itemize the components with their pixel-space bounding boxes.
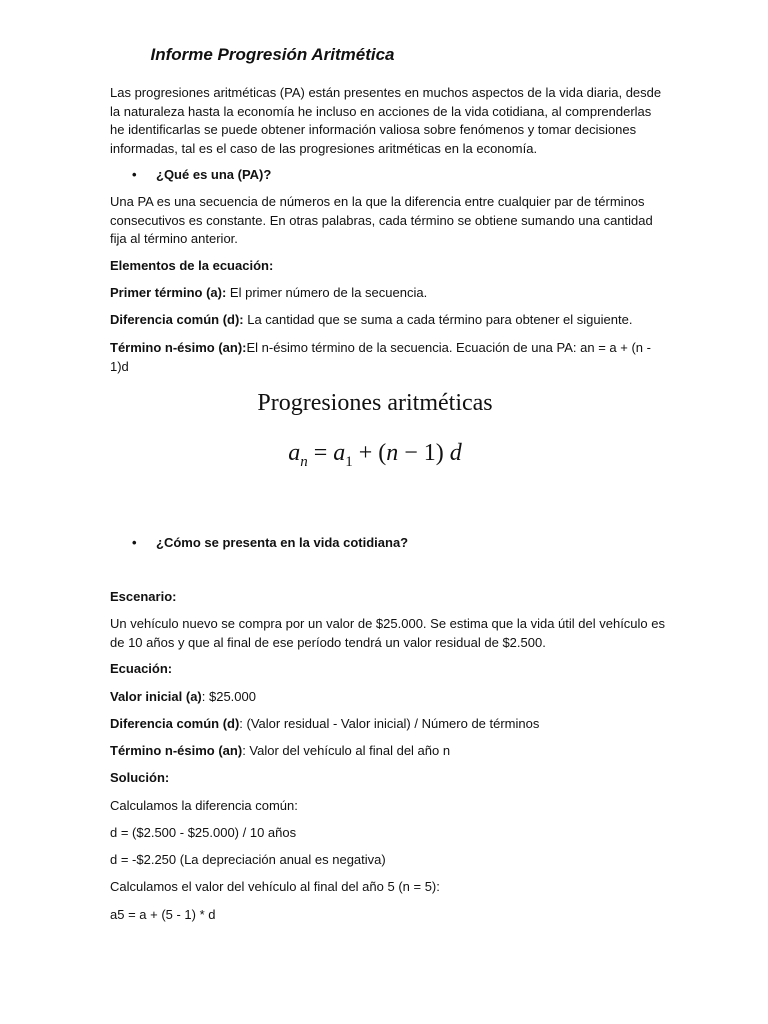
intro-paragraph: Las progresiones aritméticas (PA) están presentes en muchos aspectos de la vida diaria, desde la naturaleza hasta la economía he incluso en acciones de la vida cotidiana, al comprenderlas he identificarlas se puede obtener información valiosa sobre fenómenos y tomar decisiones informadas, tal es el caso de las progresiones aritméticas en la economía. (110, 85, 662, 156)
term-label: Diferencia común (d): (110, 312, 244, 327)
formula-equation: $a_n = a_1 + (n - 1)$ d (288, 440, 462, 470)
common-difference-line: Diferencia común (d): (Valor residual - Valor inicial) / Número de términos (110, 716, 540, 731)
term-label: Valor inicial (a) (110, 689, 202, 704)
equation-heading: Ecuación: (110, 661, 173, 676)
scenario-heading: Escenario: (110, 589, 177, 604)
element-nth-term: Término n-ésimo (an):El n-ésimo término de la secuencia. Ecuación de una PA: an = a + (n - 1)d (110, 340, 651, 374)
scenario-paragraph: Un vehículo nuevo se compra por un valor de $25.000. Se estima que la vida útil del vehículo es de 10 años y que al final de ese período tendrá un valor residual de $2.500. (110, 616, 666, 650)
term-label: Término n-ésimo (an) (110, 743, 243, 758)
bullet-icon: • (132, 535, 137, 550)
figure-title: Progresiones aritméticas (257, 390, 493, 416)
element-first-term: Primer término (a): El primer número de la secuencia. (110, 285, 428, 300)
formula-figure (110, 388, 640, 468)
solution-step-5: a5 = a + (5 - 1) * d (110, 907, 216, 922)
document-title: Informe Progresión Aritmética (150, 45, 395, 64)
term-label: Término n-ésimo (an): (110, 340, 247, 355)
term-label: Primer término (a): (110, 285, 227, 300)
bullet-icon: • (132, 167, 137, 182)
elements-heading: Elementos de la ecuación: (110, 258, 274, 273)
element-common-difference: Diferencia común (d): La cantidad que se suma a cada término para obtener el siguiente. (110, 312, 633, 327)
question-heading: ¿Qué es una (PA)? (156, 167, 272, 182)
question-heading: ¿Cómo se presenta en la vida cotidiana? (156, 535, 409, 550)
solution-step-1: Calculamos la diferencia común: (110, 798, 298, 813)
solution-step-2: d = ($2.500 - $25.000) / 10 años (110, 825, 297, 840)
solution-heading: Solución: (110, 770, 170, 785)
solution-step-4: Calculamos el valor del vehículo al final del año 5 (n = 5): (110, 879, 440, 894)
initial-value-line: Valor inicial (a): $25.000 (110, 689, 256, 704)
solution-step-3: d = -$2.250 (La depreciación anual es negativa) (110, 852, 386, 867)
nth-term-line: Término n-ésimo (an): Valor del vehículo al final del año n (110, 743, 451, 758)
definition-paragraph: Una PA es una secuencia de números en la que la diferencia entre cualquier par de términos consecutivos es constante. En otras palabras, cada término se obtiene sumando una cantidad fija al término anterior. (110, 194, 653, 246)
term-label: Diferencia común (d) (110, 716, 240, 731)
